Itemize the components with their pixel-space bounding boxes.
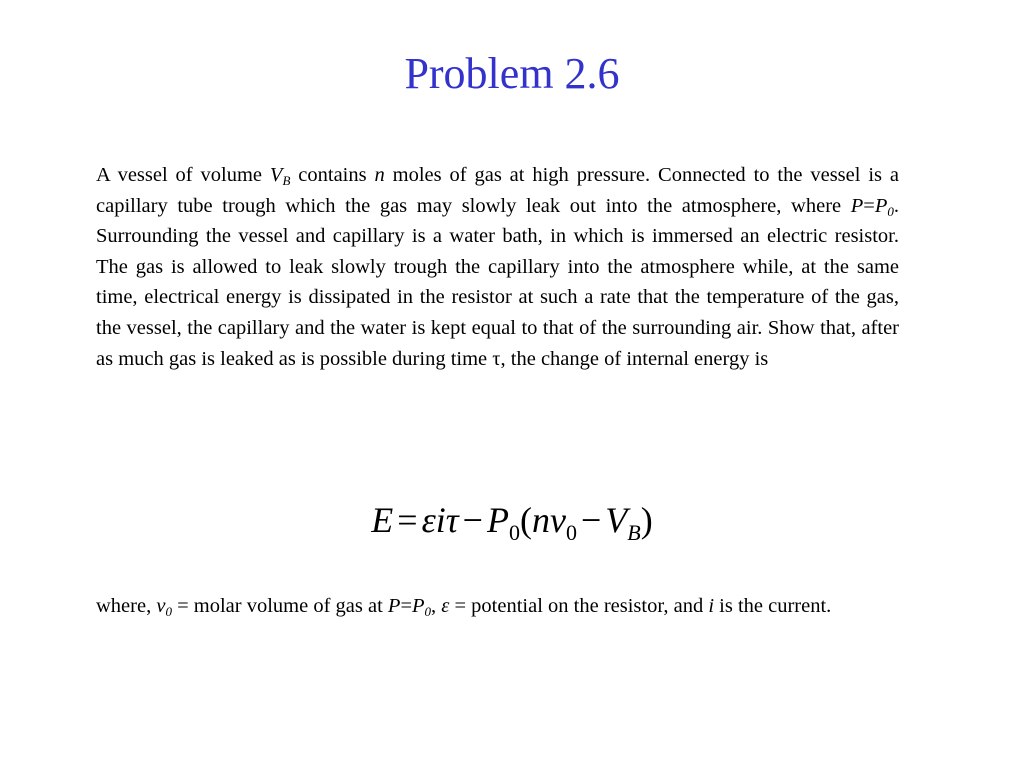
problem-text-4: . Surrounding the vessel and capillary is a water bath, in which is immersed an electric resistor. The gas is allowed to leak slowly trough the capillary into the atmosphere while, at the same time, electrical energy is dissipated in the resistor at such a rate that the temperature of the gas, the vessel, the capillary and the water is kept equal to that of the surrounding air. Show that, after as much gas is leaked as is possible during time (96, 194, 899, 370)
eq-P-subscript: 0 (508, 520, 520, 545)
eq-minus-2: − (580, 500, 602, 540)
problem-statement (96, 160, 899, 374)
eq-P: P (486, 500, 509, 540)
volume-var: V (269, 164, 283, 186)
variable-definitions (96, 591, 899, 622)
where-pressure0-subscript: 0 (424, 604, 432, 619)
eq-v: v (549, 500, 566, 540)
eq-E: E (371, 500, 394, 540)
eq-V-subscript: B (627, 520, 641, 545)
volume-subscript: B (282, 173, 291, 188)
where-pressure0-var: P (412, 595, 425, 617)
where-text-4: = potential on the resistor, and (449, 595, 709, 617)
problem-text-3: moles of gas at high pressure. Connected to the vessel is a capillary tube trough which the gas may slowly leak out into the atmosphere, where (96, 164, 899, 217)
pressure-var: P (850, 194, 864, 217)
tau-symbol: τ (492, 347, 501, 370)
eq-equals: = (397, 500, 418, 540)
eq-minus-1: − (462, 500, 483, 540)
where-text-3: , (431, 595, 442, 617)
moles-var: n (374, 164, 385, 186)
eq-epsilon: ε (421, 500, 436, 540)
internal-energy-equation (0, 496, 1024, 544)
where-pressure-var: P (387, 595, 401, 617)
where-text-2: = molar volume of gas at (171, 595, 388, 617)
pressure0-var: P (874, 194, 888, 217)
pressure0-subscript: 0 (887, 203, 894, 219)
slide-title: Problem 2.6 (404, 49, 620, 98)
eq-V: V (605, 500, 628, 540)
eq-n: n (531, 500, 550, 540)
where-text-5: is the current. (714, 595, 832, 617)
eq-lparen: ( (519, 500, 532, 540)
eq-v-subscript: 0 (565, 520, 577, 545)
problem-text-1: A vessel of volume (96, 164, 270, 186)
eq-i: i (435, 500, 446, 540)
equals-sign: = (863, 194, 875, 217)
molar-volume-var: v (156, 595, 166, 617)
epsilon-var: ε (441, 595, 450, 617)
molar-volume-subscript: 0 (165, 604, 172, 619)
eq-rparen: ) (640, 500, 653, 540)
current-var: i (708, 595, 715, 617)
problem-text-5: , the change of internal energy is (500, 347, 769, 370)
problem-text-2: contains (290, 164, 375, 186)
eq-tau: τ (445, 500, 459, 540)
where-text-1: where, (96, 595, 157, 617)
where-equals-sign: = (400, 595, 412, 617)
